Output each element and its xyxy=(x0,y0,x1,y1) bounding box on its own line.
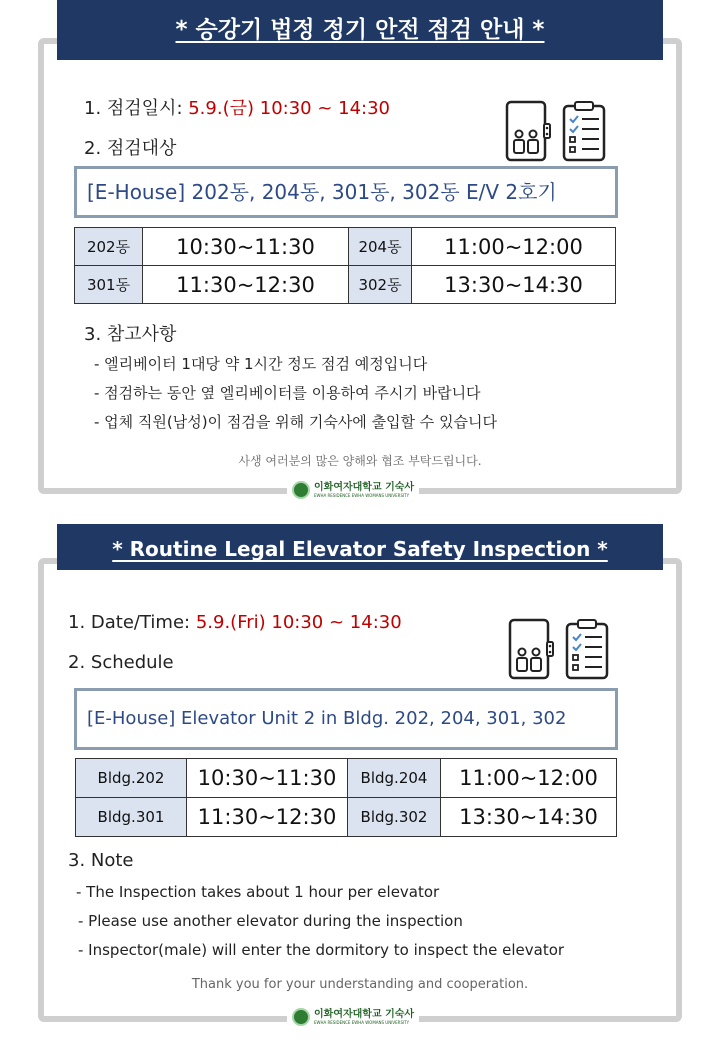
korean-date-line xyxy=(84,94,390,120)
korean-target-detail: 202동, 204동, 301동, 302동 E/V 2호기 xyxy=(185,180,557,204)
english-footer-logo xyxy=(287,1006,419,1028)
table-row xyxy=(75,266,616,304)
english-note-item: - Inspector(male) will enter the dormitory to inspect the elevator xyxy=(78,941,565,959)
schedule-bldg: 202동 xyxy=(75,228,143,266)
english-note-item: - The Inspection takes about 1 hour per elevator xyxy=(76,883,440,901)
korean-target-label: 2. 점검대상 xyxy=(84,138,177,159)
korean-notes-label: 3. 참고사항 xyxy=(84,324,177,345)
ewha-emblem-icon xyxy=(292,1008,310,1026)
english-target-label: 2. Schedule xyxy=(68,652,174,673)
table-row xyxy=(76,759,617,798)
logo-name-ko: 이화여자대학교 기숙사 xyxy=(314,1008,415,1020)
schedule-time: 11:30~12:30 xyxy=(143,266,349,304)
english-target-detail: Elevator Unit 2 in Bldg. 202, 204, 301, 302 xyxy=(175,708,567,729)
schedule-time: 11:00~12:00 xyxy=(441,759,617,798)
schedule-bldg: Bldg.302 xyxy=(348,798,441,837)
checklist-icon xyxy=(564,618,610,680)
korean-note-item: - 엘리베이터 1대당 약 1시간 정도 점검 예정입니다 xyxy=(94,355,428,373)
korean-note-item: - 점검하는 동안 옆 엘리베이터를 이용하여 주시기 바랍니다 xyxy=(94,384,481,402)
korean-title-banner xyxy=(57,0,663,60)
korean-date-value: 5.9.(금) 10:30 ~ 14:30 xyxy=(188,98,391,119)
logo-name-ko: 이화여자대학교 기숙사 xyxy=(314,481,415,493)
english-schedule-table xyxy=(75,758,617,837)
english-date-line xyxy=(68,612,402,633)
schedule-time: 10:30~11:30 xyxy=(143,228,349,266)
schedule-time: 11:00~12:00 xyxy=(412,228,616,266)
schedule-time: 11:30~12:30 xyxy=(187,798,348,837)
schedule-time: 10:30~11:30 xyxy=(187,759,348,798)
english-icons xyxy=(508,618,610,680)
korean-icons xyxy=(505,100,607,162)
ewha-emblem-icon xyxy=(292,481,310,499)
schedule-bldg: Bldg.301 xyxy=(76,798,187,837)
table-row xyxy=(76,798,617,837)
english-target-box xyxy=(74,688,618,750)
english-note-item: - Please use another elevator during the inspection xyxy=(78,912,463,930)
schedule-time: 13:30~14:30 xyxy=(441,798,617,837)
korean-title: * 승강기 법정 정기 안전 점검 안내 * xyxy=(175,17,545,43)
table-row xyxy=(75,228,616,266)
schedule-bldg: 204동 xyxy=(349,228,412,266)
checklist-icon xyxy=(561,100,607,162)
schedule-bldg: 302동 xyxy=(349,266,412,304)
english-date-value: 5.9.(Fri) 10:30 ~ 14:30 xyxy=(195,612,402,633)
english-title: * Routine Legal Elevator Safety Inspection * xyxy=(112,537,608,561)
elevator-icon xyxy=(505,100,551,162)
korean-date-label: 1. 점검일시: xyxy=(84,98,189,119)
schedule-time: 13:30~14:30 xyxy=(412,266,616,304)
schedule-bldg: Bldg.204 xyxy=(348,759,441,798)
english-target-house: [E-House] xyxy=(87,708,176,729)
schedule-bldg: 301동 xyxy=(75,266,143,304)
english-date-label: 1. Date/Time: xyxy=(68,612,196,633)
korean-closing: 사생 여러분의 많은 양해와 협조 부탁드립니다. xyxy=(238,454,482,468)
korean-schedule-table xyxy=(74,227,616,304)
english-title-banner xyxy=(57,524,663,570)
logo-name-en: EWHA RESIDENCE EWHA WOMANS UNIVERSITY xyxy=(314,1019,410,1025)
korean-note-item: - 업체 직원(남성)이 점검을 위해 기숙사에 출입할 수 있습니다 xyxy=(94,413,498,431)
english-notes-label: 3. Note xyxy=(68,850,134,871)
korean-target-house: [E-House] xyxy=(87,180,186,204)
logo-name-en: EWHA RESIDENCE EWHA WOMANS UNIVERSITY xyxy=(314,492,410,498)
korean-footer-logo xyxy=(287,479,419,501)
english-closing: Thank you for your understanding and cooperation. xyxy=(191,977,529,992)
elevator-icon xyxy=(508,618,554,680)
korean-target-box xyxy=(74,166,618,218)
schedule-bldg: Bldg.202 xyxy=(76,759,187,798)
